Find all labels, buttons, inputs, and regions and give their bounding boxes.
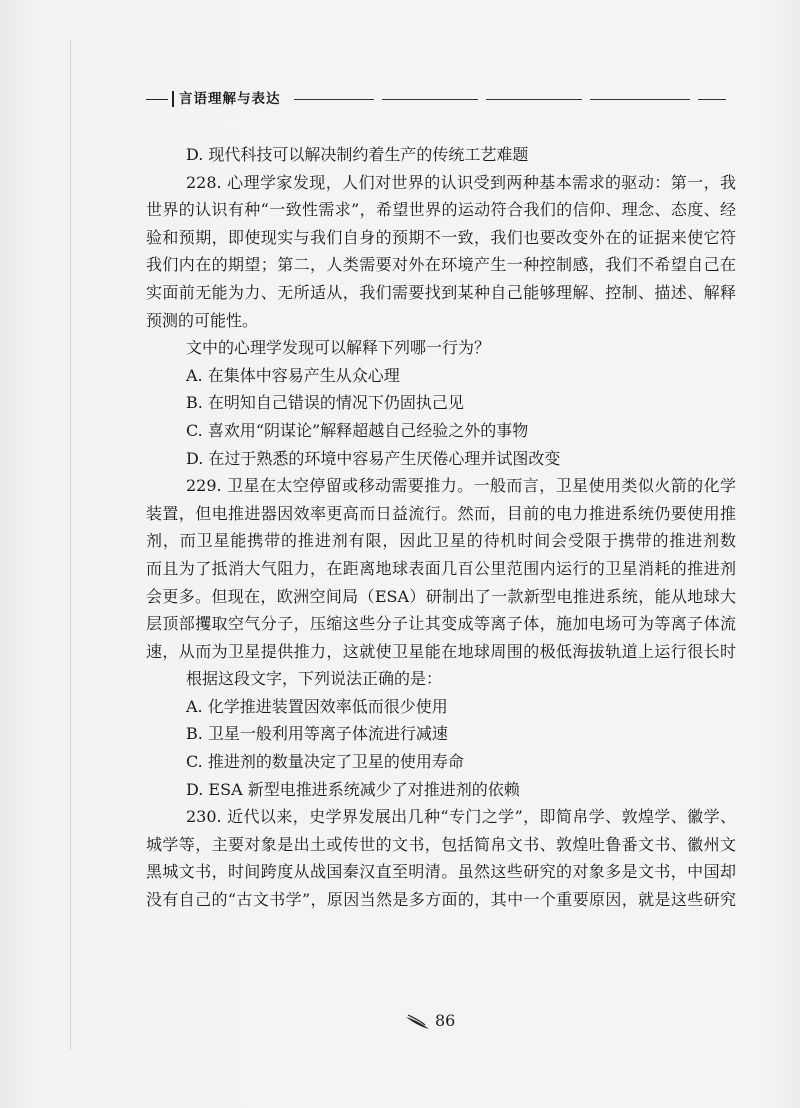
option-line: D. 在过于熟悉的环境中容易产生厌倦心理并试图改变 <box>186 448 561 468</box>
header-lead-rule <box>146 99 168 100</box>
option-line: C. 喜欢用“阴谋论”解释超越自己经验之外的事物 <box>186 420 529 440</box>
text-line: 我们内在的期望；第二，人类需要对外在环境产生一种控制感，我们不希望自己在 <box>146 255 736 275</box>
text-line: 没有自己的“古文书学”，原因当然是多方面的，其中一个重要原因，就是这些研究 <box>146 890 736 910</box>
page-body <box>146 141 736 914</box>
option-line: C. 推进剂的数量决定了卫星的使用寿命 <box>186 752 464 772</box>
text-line: 而且为了抵消大气阻力，在距离地球表面几百公里范围内运行的卫星消耗的推进剂 <box>146 558 736 578</box>
option-line: D. ESA 新型电推进系统减少了对推进剂的依赖 <box>186 779 520 799</box>
text-line: 速，从而为卫星提供推力，这就使卫星能在地球周围的极低海拔轨道上运行很长时 <box>146 641 736 661</box>
text-line: 会更多。但现在，欧洲空间局（ESA）研制出了一款新型电推进系统，能从地球大 <box>146 586 736 606</box>
running-header <box>146 89 726 109</box>
text-line: 城学等，主要对象是出土或传世的文书，包括简帛文书、敦煌吐鲁番文书、徽州文 <box>146 834 736 854</box>
text-line: 装置，但电推进器因效率更高而日益流行。然而，目前的电力推进系统仍要使用推 <box>146 503 736 523</box>
option-line: A. 在集体中容易产生从众心理 <box>186 365 400 385</box>
header-rule <box>382 99 478 100</box>
option-line: B. 卫星一般利用等离子体流进行减速 <box>186 724 448 744</box>
quill-icon <box>405 1014 431 1034</box>
text-line: 世界的认识有种“一致性需求”，希望世界的运动符合我们的信仰、理念、态度、经 <box>146 200 736 220</box>
header-rule <box>294 99 374 100</box>
text-line: 黑城文书，时间跨度从战国秦汉直至明清。虽然这些研究的对象多是文书，中国却 <box>146 862 736 882</box>
text-line: 228. 心理学家发现，人们对世界的认识受到两种基本需求的驱动：第一，我 <box>186 172 736 192</box>
text-line: 预测的可能性。 <box>146 310 259 330</box>
text-line: 文中的心理学发现可以解释下列哪一行为？ <box>186 338 491 358</box>
binding-edge <box>70 40 71 1050</box>
text-line: 230. 近代以来，史学界发展出几种“专门之学”，即简帛学、敦煌学、徽学、 <box>186 807 736 827</box>
header-rule <box>486 99 582 100</box>
option-line: B. 在明知自己错误的情况下仍固执己见 <box>186 393 464 413</box>
text-line: 根据这段文字，下列说法正确的是： <box>186 669 443 689</box>
header-title: 言语理解与表达 <box>179 91 281 107</box>
text-line: 实面前无能为力、无所适从，我们需要找到某种自己能够理解、控制、描述、解释 <box>146 282 736 302</box>
text-line: 验和预期，即使现实与我们自身的预期不一致，我们也要改变外在的证据来使它符 <box>146 227 736 247</box>
option-line: A. 化学推进装置因效率低而很少使用 <box>186 696 448 716</box>
text-line: 229. 卫星在太空停留或移动需要推力。一般而言，卫星使用类似火箭的化学 <box>186 476 736 496</box>
page-number: 86 <box>435 1011 456 1030</box>
header-rule <box>590 99 690 100</box>
header-rule <box>698 99 726 100</box>
option-line: D. 现代科技可以解决制约着生产的传统工艺难题 <box>186 145 529 164</box>
header-bar <box>172 91 174 107</box>
text-line: 剂，而卫星能携带的推进剂有限，因此卫星的待机时间会受限于携带的推进剂数 <box>146 531 736 551</box>
text-line: 层顶部攫取空气分子，压缩这些分子让其变成等离子体，施加电场可为等离子体流 <box>146 614 736 634</box>
